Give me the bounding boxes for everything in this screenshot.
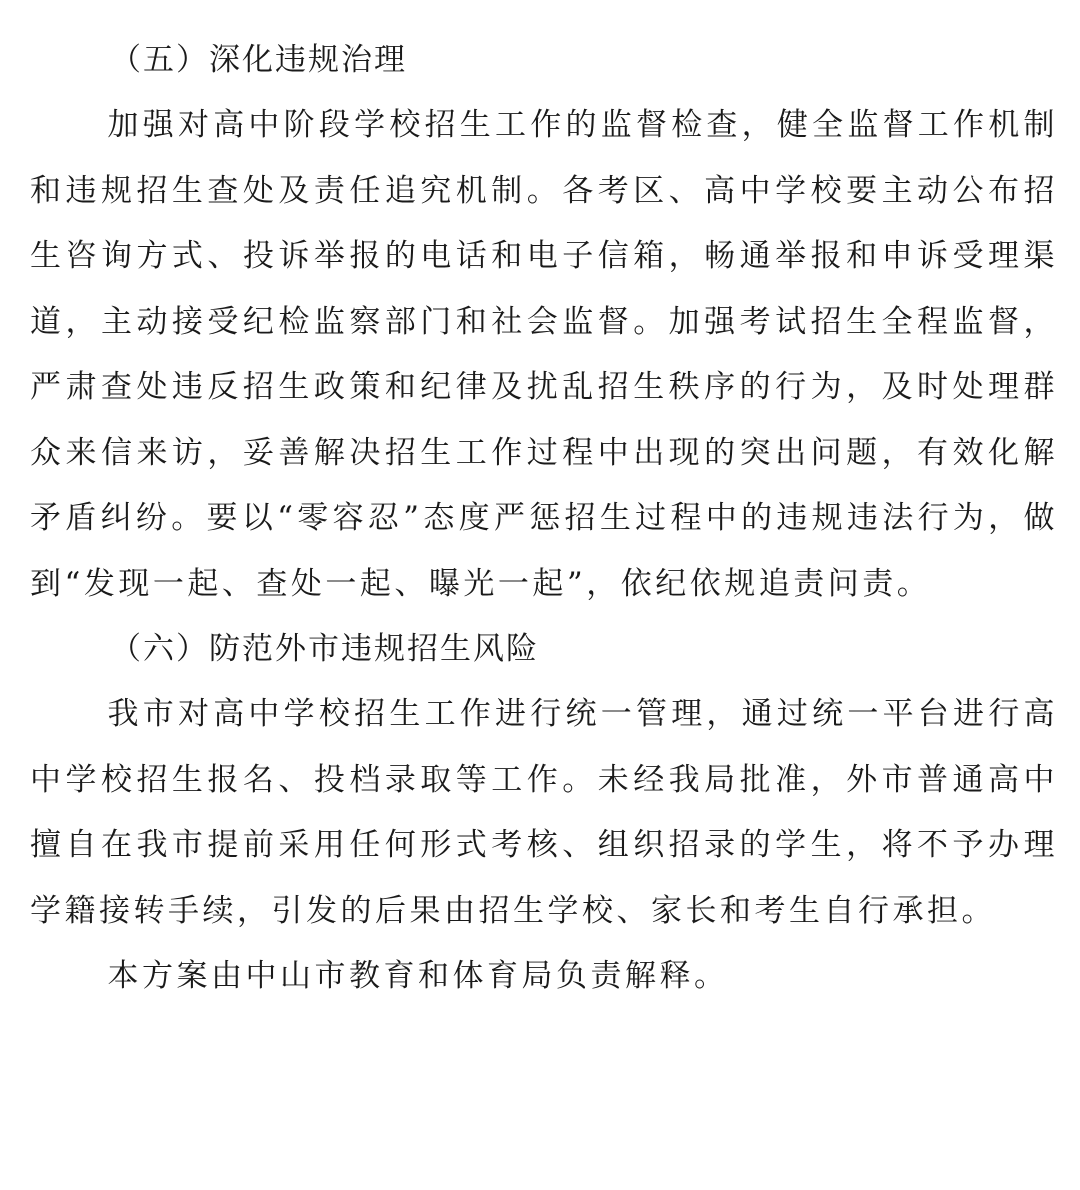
section-paragraph-6: 我市对高中学校招生工作进行统一管理，通过统一平台进行高中学校招生报名、投档录取等工作。未经我局批准，外市普通高中擅自在我市提前采用任何形式考核、组织招录的学生，将不予办理学籍接转手续，引发的后果由招生学校、家长和考生自行承担。 (30, 696, 1058, 929)
closing-paragraph: 本方案由中山市教育和体育局负责解释。 (107, 958, 729, 994)
section-heading-6: （六）防范外市违规招生风险 (110, 631, 539, 667)
section-heading-5: （五）深化违规治理 (110, 42, 407, 78)
document-page (30, 28, 1058, 1010)
section-paragraph-5: 加强对高中阶段学校招生工作的监督检查，健全监督工作机制和违规招生查处及责任追究机制。各考区、高中学校要主动公布招生咨询方式、投诉举报的电话和电子信箱，畅通举报和申诉受理渠道，主动接受纪检监察部门和社会监督。加强考试招生全程监督，严肃查处违反招生政策和纪律及扰乱招生秩序的行为，及时处理群众来信来访，妥善解决招生工作过程中出现的突出问题，有效化解矛盾纠纷。要以“零容忍”态度严惩招生过程中的违规违法行为，做到“发现一起、查处一起、曝光一起”，依纪依规追责问责。 (30, 107, 1058, 602)
